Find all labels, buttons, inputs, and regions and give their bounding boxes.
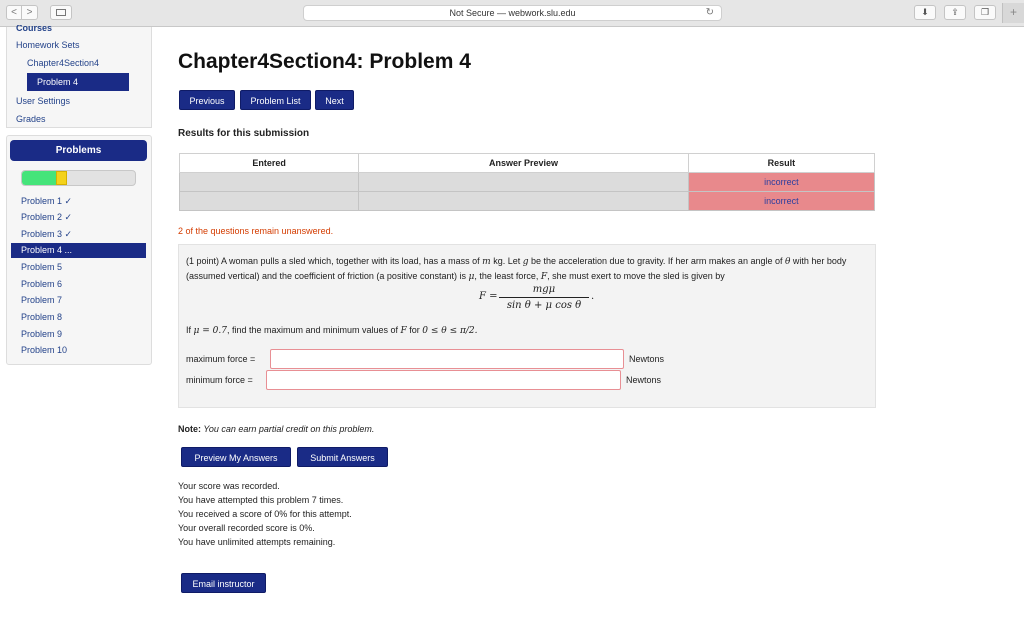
note-label: Note: (178, 424, 201, 434)
progress-correct (22, 171, 56, 185)
problems-header: Problems (10, 140, 147, 161)
preview-answers-button[interactable]: Preview My Answers (181, 447, 291, 467)
formula-lhs: F = (479, 291, 498, 302)
problem-text: If (186, 325, 194, 335)
forward-icon[interactable]: > (22, 5, 38, 20)
sidebar-problem-item[interactable]: Problem 3 ✓ (21, 229, 73, 239)
math-m: m (482, 257, 491, 267)
preview-cell (359, 192, 688, 211)
preview-cell (359, 173, 688, 192)
progress-bar (21, 170, 136, 186)
results-table (179, 153, 875, 211)
problem-text: with her body (assumed vertical) and the coefficient of friction (a positive constant) is (186, 256, 847, 281)
table-row (180, 173, 875, 192)
math-F: F (400, 326, 407, 336)
user-settings-link[interactable]: User Settings (16, 96, 71, 106)
back-icon[interactable]: < (6, 5, 22, 20)
problem-list-button[interactable]: Problem List (240, 90, 311, 110)
download-icon[interactable]: ⬇ (914, 5, 936, 20)
result-cell: incorrect (688, 192, 874, 211)
formula-period: . (591, 291, 595, 302)
formula-denominator: sin θ + μ cos θ (506, 300, 582, 311)
reload-icon[interactable]: ↻ (705, 7, 714, 18)
col-entered: Entered (180, 154, 359, 173)
sidebar-problem-item[interactable]: Problem 7 (21, 295, 63, 305)
partial-credit-note (178, 424, 374, 434)
share-icon[interactable]: ⇪ (944, 5, 966, 20)
sidebar-toggle-icon[interactable] (50, 5, 72, 20)
sidebar-problem-item[interactable]: Problem 10 (21, 345, 68, 355)
page-title: Chapter4Section4: Problem 4 (178, 50, 471, 73)
sidebar-problem-item[interactable]: Problem 8 (21, 312, 63, 322)
max-force-input[interactable] (270, 349, 624, 369)
score-line: You received a score of 0% for this attempt. (178, 509, 352, 519)
score-line: Your overall recorded score is 0%. (178, 523, 315, 533)
note-text: You can earn partial credit on this problem. (201, 424, 375, 434)
sidebar-problem-item[interactable]: Problem 1 ✓ (21, 196, 73, 206)
sidebar-problem-item[interactable]: Problem 5 (21, 262, 63, 272)
tabs-icon[interactable]: ❐ (974, 5, 996, 20)
sidebar-problem-item[interactable]: Problem 4 ... (11, 243, 146, 258)
new-tab-icon[interactable]: + (1002, 3, 1024, 23)
problem-text: (1 point) A woman pulls a sled which, together with its load, has a mass of (186, 256, 483, 266)
max-force-label: maximum force = (186, 354, 256, 364)
set-link[interactable]: Chapter4Section4 (27, 58, 100, 68)
force-formula (479, 284, 595, 311)
formula-numerator: mgμ (499, 284, 589, 298)
result-cell: incorrect (688, 173, 874, 192)
problem-body (178, 244, 876, 408)
problem-text: , find the maximum and minimum values of (226, 325, 401, 335)
col-preview: Answer Preview (359, 154, 688, 173)
score-summary (178, 479, 352, 549)
results-heading: Results for this submission (178, 128, 310, 139)
formula-fraction (499, 284, 589, 311)
math-F: F (540, 272, 548, 282)
min-force-input[interactable] (266, 370, 621, 390)
problem-statement (186, 254, 871, 284)
table-row (180, 192, 875, 211)
min-force-label: minimum force = (186, 375, 253, 385)
grades-link[interactable]: Grades (16, 114, 46, 124)
math-mu-value: μ = 0.7 (193, 326, 227, 336)
current-problem-link[interactable]: Problem 4 (27, 73, 129, 91)
browser-toolbar (0, 0, 1024, 27)
sidebar-problem-item[interactable]: Problem 2 ✓ (21, 212, 73, 222)
unanswered-message: 2 of the questions remain unanswered. (178, 226, 334, 236)
problem-text: , she must exert to move the sled is given by (547, 271, 725, 281)
math-theta: θ (784, 257, 791, 267)
math-g: g (522, 257, 529, 267)
entered-cell (180, 173, 359, 192)
score-line: Your score was recorded. (178, 481, 280, 491)
courses-link[interactable]: Courses (16, 25, 53, 32)
previous-button[interactable]: Previous (179, 90, 235, 110)
nav-buttons (6, 5, 38, 20)
progress-current (56, 171, 67, 185)
submit-answers-button[interactable]: Submit Answers (297, 447, 388, 467)
entered-cell (180, 192, 359, 211)
min-force-unit: Newtons (626, 375, 662, 385)
score-line: You have attempted this problem 7 times. (178, 495, 344, 505)
sidebar-problem-item[interactable]: Problem 9 (21, 329, 63, 339)
homework-sets-link[interactable]: Homework Sets (16, 40, 80, 50)
address-bar[interactable] (303, 5, 722, 21)
question-text (186, 325, 478, 336)
problem-text: for (406, 325, 423, 335)
max-force-unit: Newtons (629, 354, 665, 364)
next-button[interactable]: Next (315, 90, 354, 110)
sidebar-problem-item[interactable]: Problem 6 (21, 279, 63, 289)
url-text: Not Secure — webwork.slu.edu (449, 8, 576, 18)
col-result: Result (688, 154, 874, 173)
email-instructor-button[interactable]: Email instructor (181, 573, 266, 593)
problem-text: , the least force, (474, 271, 541, 281)
problem-text: be the acceleration due to gravity. If her arm makes an angle of (528, 256, 785, 266)
problem-text: kg. Let (490, 256, 523, 266)
math-range: 0 ≤ θ ≤ π/2. (422, 326, 478, 336)
score-line: You have unlimited attempts remaining. (178, 537, 336, 547)
math-mu: μ (468, 272, 475, 282)
